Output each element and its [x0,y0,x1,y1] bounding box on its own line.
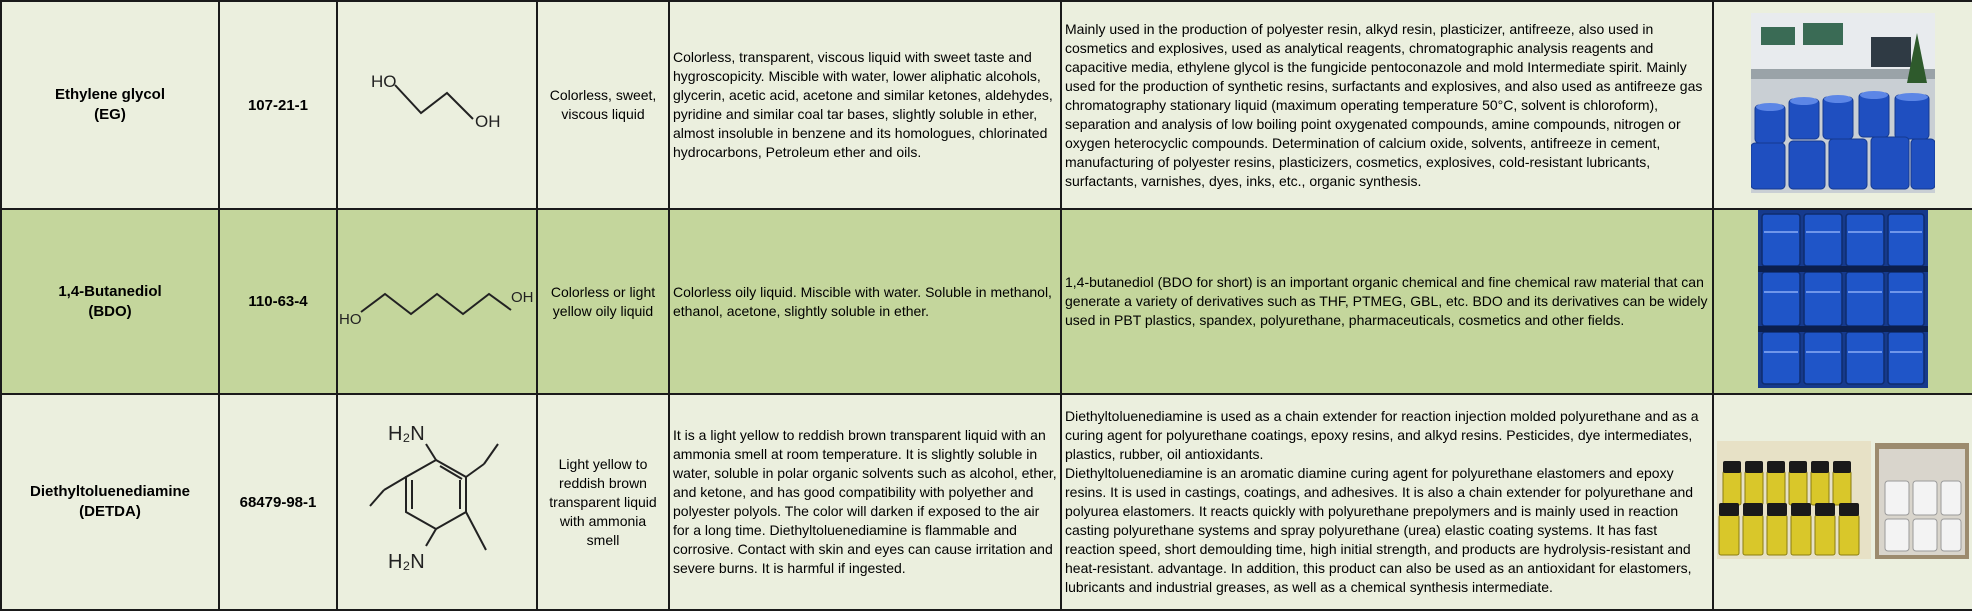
uses-cell [1061,1,1713,209]
structure-cell [337,394,537,610]
detda-structure [362,412,512,592]
uses-cell [1061,394,1713,610]
cas-number: 107-21-1 [219,1,337,209]
product-name-cell [1,209,219,394]
uses-cell [1061,209,1713,394]
product-abbr: (DETDA) [79,503,141,520]
product-name: Ethylene glycol [54,86,166,103]
butanediol-structure [339,262,535,342]
product-abbr: (EG) [94,106,126,123]
product-name: 1,4-Butanediol [58,282,162,300]
photo-cell [1713,209,1972,394]
uses-paragraph: Diethyltoluenediamine is an aromatic diamine curing agent for polyurethane elastomers and epoxy resins. It is used in castings, coatings, and adhesives. It is also a chain extender for polyurethane and polyurea elastomers. It reacts quickly with polyurethane prepolymers and is mainly used in reaction casting polyurethane systems and spray polyurethane (urea) elastic coating systems. It has fast reaction speed, short demoulding time, high initial strength, and products are hydrolysis-resistant and heat-resistant. advantage. In addition, this product can also be used as an antioxidant for elastomers, lubricants and industrial greases, as well as a chemical synthesis intermediate. [1065,465,1694,595]
uses-paragraph: Mainly used in the production of polyester resin, alkyd resin, plasticizer, antifreeze, also used in cosmetics and explosives, used as analytical reagents, chromatographic analysis reagents and capacitive media, ethylene glycol is the fungicide pentoconazole and mold Intermediate spirit. Mainly used for the production of synthetic resins, surfactants and explosives, and also used as antifreeze gas chromatography stationary liquid (maximum operating temperature 50°C, solvent is chloroform), separation and analysis of low boiling point oxygenated compounds, amine compounds, nitrogen or oxygen heterocyclic compounds. Determination of calcium oxide, solvents, antifreeze in cement, manufacturing of polyester resins, plasticizers, cosmetics, explosives, cold-resistant lubricants, surfactants, varnishes, dyes, inks, etc., organic synthesis. [1065,20,1703,189]
structure-label: OH [475,112,501,131]
appearance-cell: Colorless or light yellow oily liquid [537,209,669,394]
cas-number: 110-63-4 [219,209,337,394]
uses-paragraph: 1,4-butanediol (BDO for short) is an important organic chemical and fine chemical raw material that can generate a variety of derivatives such as THF, PTMEG, GBL, etc. BDO and its derivatives can be widely used in PBT plastics, spandex, polyurethane, pharmaceuticals, cosmetics and other fields. [1065,274,1708,328]
product-abbr: (BDO) [88,302,132,320]
properties-cell: Colorless oily liquid. Miscible with water. Soluble in methanol, ethanol, acetone, slightly soluble in ether. [669,209,1061,394]
structure-label: HO [339,310,362,328]
properties-cell: It is a light yellow to reddish brown transparent liquid with an ammonia smell at room temperature. It is slightly soluble in water, soluble in polar organic solvents such as alcohol, ether, and ketone, and has good compatibility with polyether and polyester polyols. The color will darken if exposed to the air for a long time. Diethyltoluenediamine is flammable and corrosive. Contact with skin and eyes can cause irritation and severe burns. It is harmful if ingested. [669,394,1061,610]
ethylene-glycol-structure [347,45,527,165]
structure-label: HO [371,72,397,91]
product-photo-stacked-drums [1758,210,1928,388]
structure-cell [337,209,537,394]
appearance-cell: Colorless, sweet, viscous liquid [537,1,669,209]
product-name-cell [1,1,219,209]
structure-label: H₂N [388,423,425,445]
product-photo-drums-warehouse [1751,13,1935,193]
product-name-cell [1,394,219,610]
product-name: Diethyltoluenediamine [29,483,191,500]
structure-label: OH [511,288,534,306]
photo-cell [1713,394,1972,610]
product-photo-vials-and-containers [1717,441,1969,559]
table-row [1,209,1972,394]
photo-cell [1713,1,1972,209]
cas-number: 68479-98-1 [219,394,337,610]
appearance-cell: Light yellow to reddish brown transparent liquid with ammonia smell [537,394,669,610]
table-row [1,1,1972,209]
properties-cell: Colorless, transparent, viscous liquid with sweet taste and hygroscopicity. Miscible with water, lower aliphatic alcohols, glycerin, acetic acid, acetone and similar ketones, aldehydes, pyridine and similar coal tar bases, slightly soluble in ether, almost insoluble in benzene and its homologues, chlorinated hydrocarbons, Petroleum ether and oils. [669,1,1061,209]
structure-label: H₂N [388,551,425,573]
uses-paragraph: Diethyltoluenediamine is used as a chain extender for reaction injection molded polyurethane and as a curing agent for polyurethane coatings, epoxy resins, and alkyd resins. Pesticides, dye intermediates, plastics, rubber, oil antioxidants. [1065,408,1699,462]
table-row [1,394,1972,610]
structure-cell [337,1,537,209]
